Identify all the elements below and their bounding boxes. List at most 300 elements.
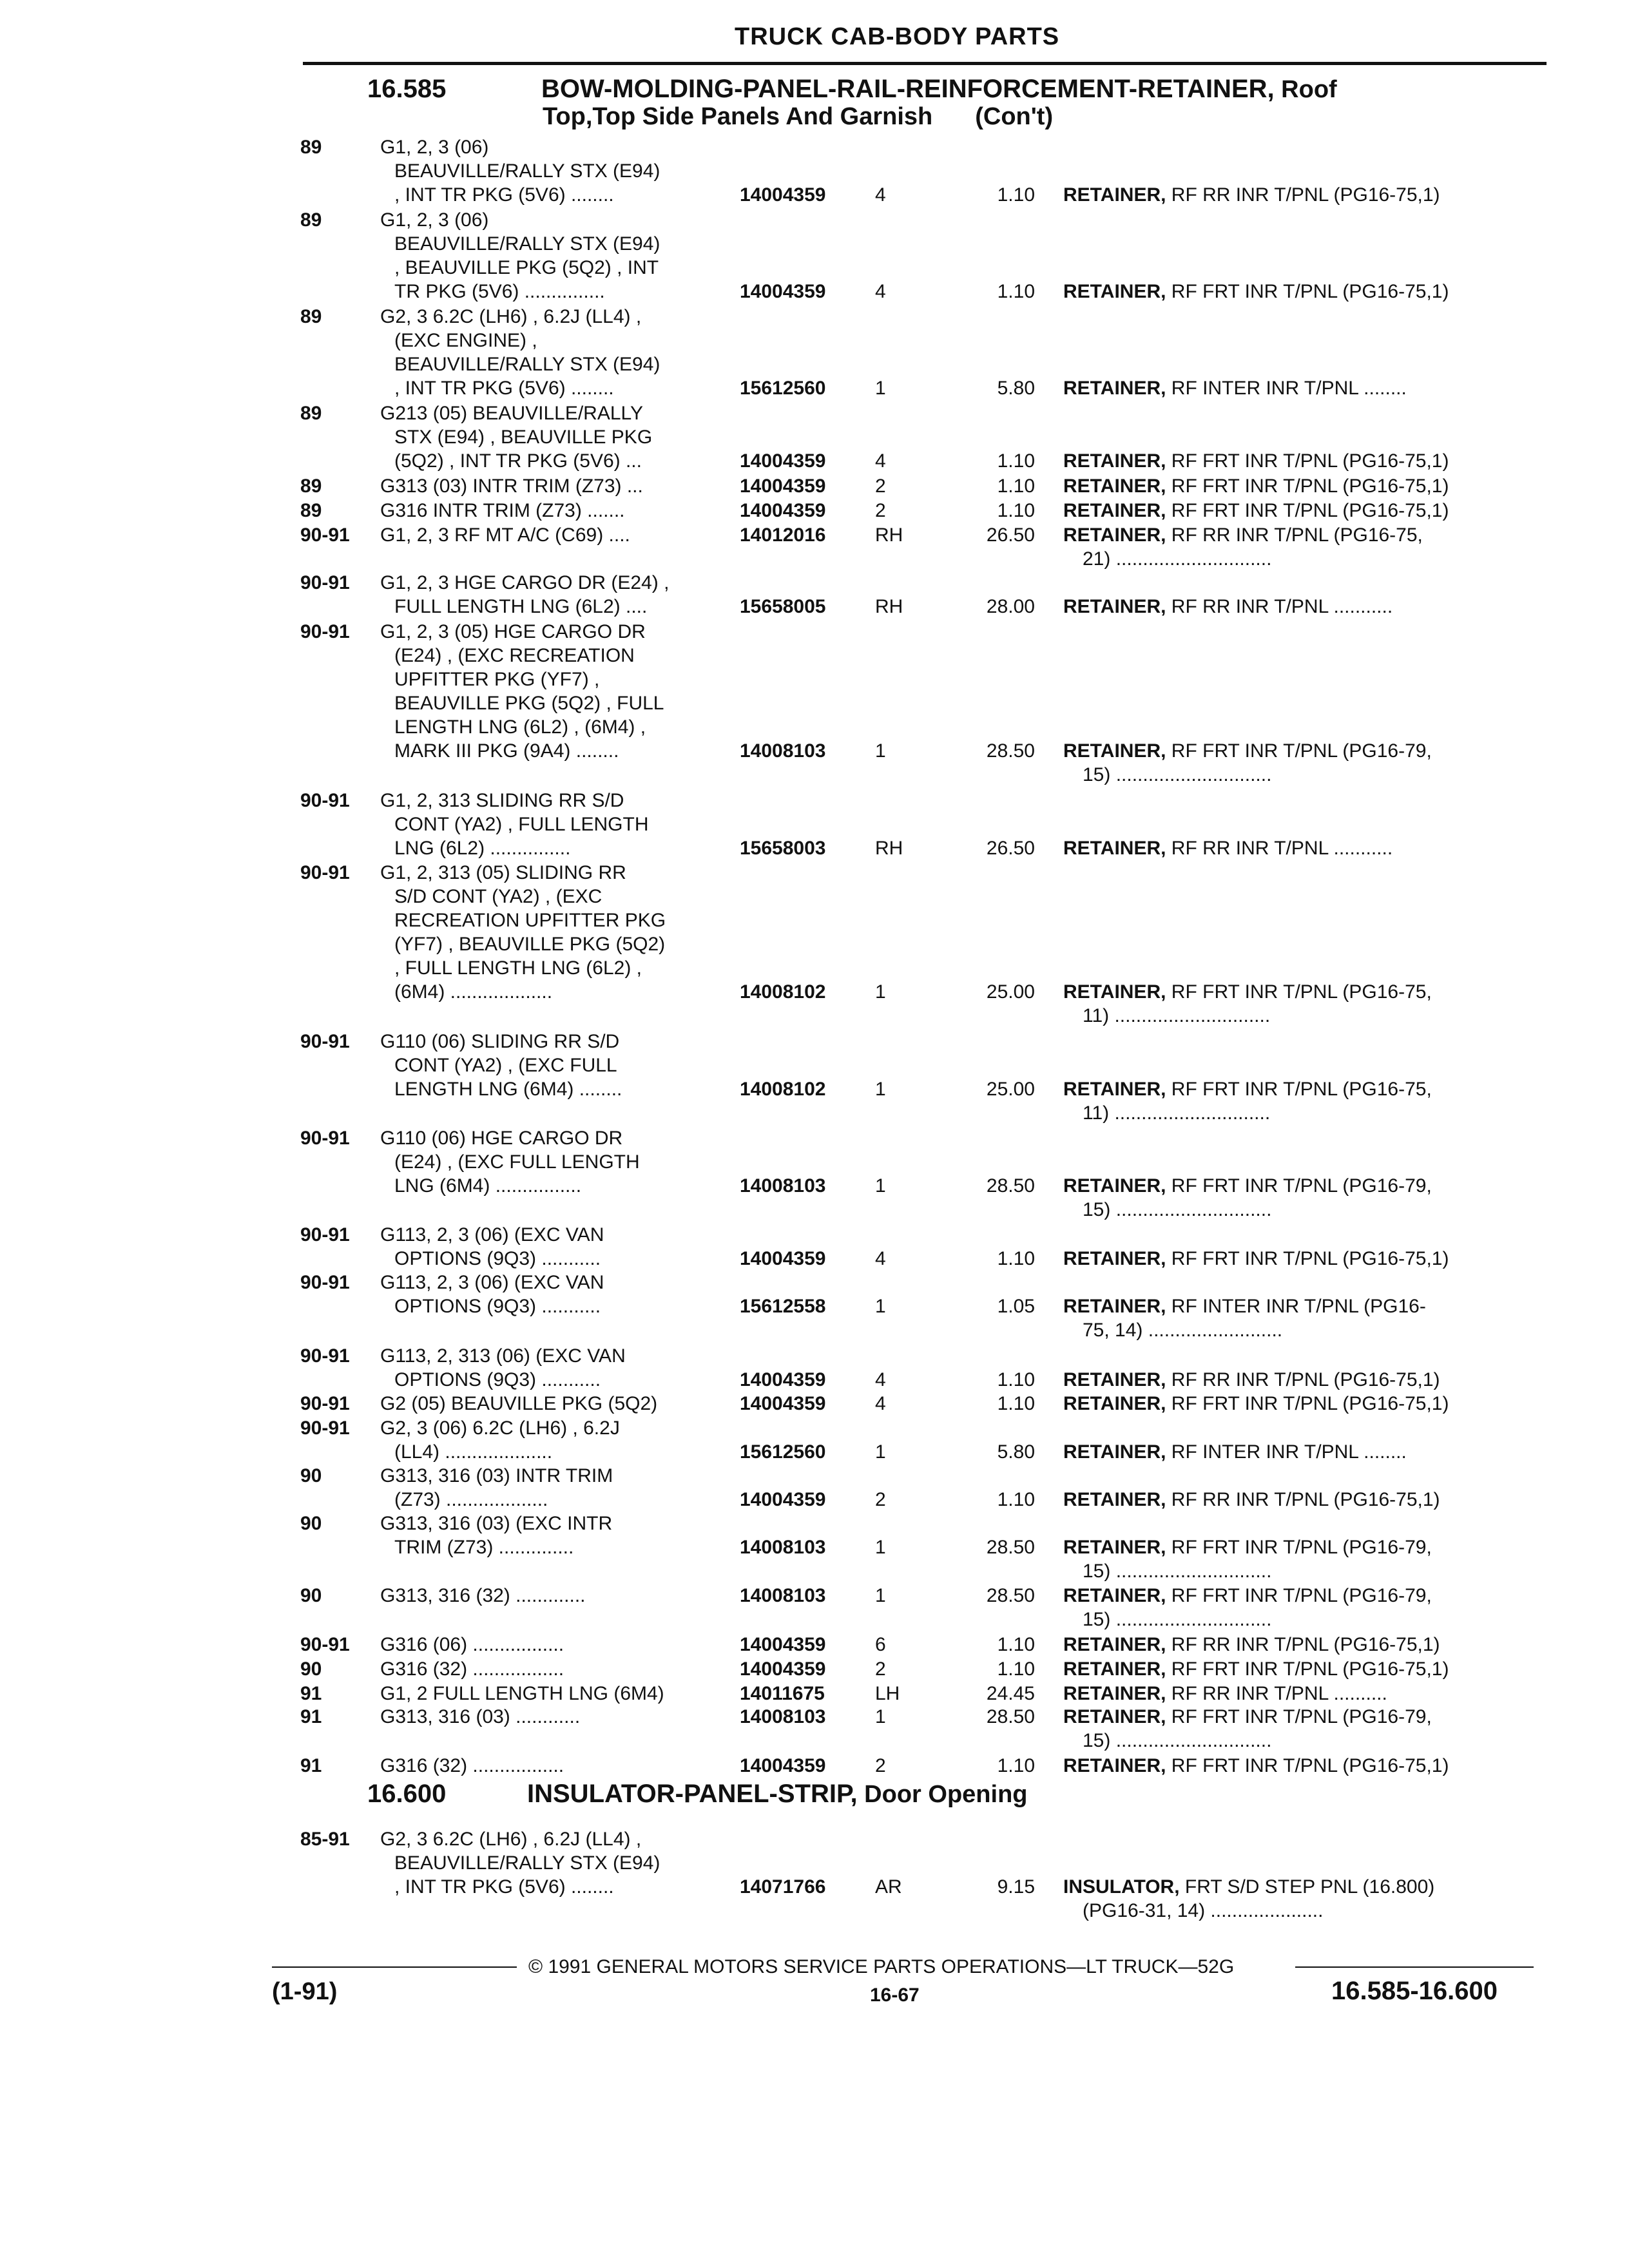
application-line: G1, 2, 3 (06) [380,137,489,158]
quantity: RH [875,596,903,617]
continued-label: (Con't) [975,103,1054,130]
application [380,1633,728,1657]
description-line [1063,499,1540,523]
quantity: 1 [875,1296,886,1317]
description-text: RF RR INR T/PNL (PG16-75,1) [1166,1634,1440,1655]
application-line: G1, 2, 3 RF MT A/C (C69) .... [380,524,630,546]
price: 28.50 [986,1706,1035,1727]
description-line: 11) ............................. [1083,1005,1271,1026]
part-number: 14008103 [740,1706,826,1727]
description-line: 15) ............................. [1083,1199,1272,1220]
application [380,861,728,1004]
description-line [1063,1294,1540,1318]
price: 9.15 [997,1876,1035,1898]
model-year: 91 [300,1706,322,1727]
application-line: G1, 2 FULL LENGTH LNG (6M4) [380,1683,664,1704]
description-text: RF FRT INR T/PNL (PG16-79, [1166,1537,1432,1558]
quantity: 1 [875,1175,886,1196]
description-line: 15) ............................. [1083,1561,1272,1582]
description-line [1063,1875,1540,1899]
model-year: 90-91 [300,1345,350,1367]
part-number: 14004359 [740,281,826,302]
description-keyword: RETAINER, [1063,1369,1166,1390]
part-description [1063,474,1540,498]
quantity: 2 [875,500,886,521]
part-number: 14008103 [740,1175,826,1196]
quantity: AR [875,1876,902,1898]
description-text: RF INTER INR T/PNL ........ [1166,378,1407,399]
description-text: RF FRT INR T/PNL (PG16-79, [1166,740,1432,762]
description-text: RF FRT INR T/PNL (PG16-75,1) [1166,1248,1449,1269]
part-number: 15612560 [740,378,826,399]
application-line: S/D CONT (YA2) , (EXC [394,886,602,907]
application-line: UPFITTER PKG (YF7) , [394,669,600,690]
description-keyword: RETAINER, [1063,1248,1166,1269]
description-line [1063,1754,1540,1778]
application [380,1705,728,1729]
section-number: 16.600 [367,1780,447,1808]
quantity: 1 [875,981,886,1003]
description-text: RF FRT INR T/PNL (PG16-75, [1166,1079,1432,1100]
part-number: 14004359 [740,500,826,521]
model-year: 90 [300,1513,322,1534]
application-line: G313, 316 (03) INTR TRIM [380,1465,613,1486]
application-line: G113, 2, 3 (06) (EXC VAN [380,1272,604,1293]
application-line: BEAUVILLE/RALLY STX (E94) [394,1852,660,1874]
part-number: 14071766 [740,1876,826,1898]
part-number: 14008103 [740,1585,826,1606]
description-line [1063,1488,1540,1512]
quantity: RH [875,524,903,546]
application-line: (E24) , (EXC RECREATION [394,645,635,666]
description-keyword: RETAINER, [1063,1658,1166,1680]
application-line: G313, 316 (32) ............. [380,1585,586,1606]
section-header-16-600 [367,1780,1028,1809]
part-description [1063,1705,1540,1753]
application-line: G313, 316 (03) ............ [380,1706,581,1727]
application-line: G313 (03) INTR TRIM (Z73) ... [380,476,643,497]
part-number: 14008102 [740,981,826,1003]
footer-rule-right [1295,1966,1534,1968]
section-number: 16.585 [367,75,447,103]
description-line [1063,1077,1540,1101]
application [380,1030,728,1101]
price: 1.10 [997,1369,1035,1390]
description-text: RF INTER INR T/PNL (PG16- [1166,1296,1426,1317]
description-keyword: RETAINER, [1063,524,1166,546]
section-name: INSULATOR-PANEL-STRIP, [527,1780,858,1808]
description-line: 15) ............................. [1083,1730,1272,1751]
application-line: OPTIONS (9Q3) ........... [394,1248,601,1269]
part-number: 14004359 [740,184,826,206]
description-text: RF INTER INR T/PNL ........ [1166,1441,1407,1463]
application-line: CONT (YA2) , (EXC FULL [394,1055,617,1076]
application [380,1223,728,1271]
description-text: RF FRT INR T/PNL (PG16-75,1) [1166,281,1449,302]
application [380,499,728,523]
description-line: 21) ............................. [1083,548,1272,570]
application-line: , BEAUVILLE PKG (5Q2) , INT [394,257,659,278]
application [380,1584,728,1608]
application-line: (5Q2) , INT TR PKG (5V6) ... [394,450,642,472]
application-line: G110 (06) SLIDING RR S/D [380,1031,620,1052]
model-year: 90-91 [300,1418,350,1439]
price: 1.05 [997,1296,1035,1317]
application [380,1512,728,1559]
part-number: 14004359 [740,1393,826,1414]
description-keyword: RETAINER, [1063,1296,1166,1317]
description-keyword: RETAINER, [1063,1585,1166,1606]
description-keyword: INSULATOR, [1063,1876,1180,1898]
application-line: BEAUVILLE/RALLY STX (E94) [394,160,660,182]
part-number: 14004359 [740,1489,826,1510]
part-number: 14004359 [740,1248,826,1269]
description-text: RF FRT INR T/PNL (PG16-75,1) [1166,1755,1449,1776]
model-year: 89 [300,476,322,497]
description-text: RF FRT INR T/PNL (PG16-75,1) [1166,450,1449,472]
footer-section-range: 16.585-16.600 [1331,1977,1498,2005]
part-description [1063,1657,1540,1681]
model-year: 90-91 [300,621,350,642]
price: 25.00 [986,1079,1035,1100]
description-keyword: RETAINER, [1063,596,1166,617]
application-line: G113, 2, 3 (06) (EXC VAN [380,1224,604,1245]
description-line [1063,1535,1540,1559]
application-line: G316 INTR TRIM (Z73) ....... [380,500,625,521]
part-description [1063,449,1540,473]
price: 1.10 [997,500,1035,521]
description-keyword: RETAINER, [1063,476,1166,497]
page-title: TRUCK CAB-BODY PARTS [735,23,1060,50]
application-line: , INT TR PKG (5V6) ........ [394,378,614,399]
application-line: (6M4) ................... [394,981,553,1003]
model-year: 90-91 [300,862,350,883]
part-number: 14004359 [740,1634,826,1655]
description-text: RF FRT INR T/PNL (PG16-75,1) [1166,1393,1449,1414]
model-year: 90-91 [300,1031,350,1052]
application-line: G1, 2, 313 (05) SLIDING RR [380,862,626,883]
application [380,1416,728,1464]
price: 5.80 [997,378,1035,399]
footer-date: (1-91) [272,1978,338,2005]
application-line: RECREATION UPFITTER PKG [394,910,666,931]
model-year: 90-91 [300,524,350,546]
description-keyword: RETAINER, [1063,1706,1166,1727]
description-keyword: RETAINER, [1063,378,1166,399]
application-line: G110 (06) HGE CARGO DR [380,1128,623,1149]
description-line: (PG16-31, 14) ..................... [1083,1900,1324,1921]
description-keyword: RETAINER, [1063,184,1166,206]
model-year: 90-91 [300,1272,350,1293]
part-description [1063,595,1540,619]
application-line: OPTIONS (9Q3) ........... [394,1296,601,1317]
part-description [1063,1392,1540,1416]
quantity: 1 [875,1585,886,1606]
description-text: RF FRT INR T/PNL (PG16-75,1) [1166,1658,1449,1680]
part-description [1063,1247,1540,1271]
quantity: 4 [875,450,886,472]
application [380,1682,728,1706]
price: 1.10 [997,281,1035,302]
description-keyword: RETAINER, [1063,1537,1166,1558]
application-line: TRIM (Z73) .............. [394,1537,574,1558]
quantity: 2 [875,1658,886,1680]
part-number: 15658003 [740,838,826,859]
section-desc: Roof [1274,76,1337,103]
description-text: RF FRT INR T/PNL (PG16-79, [1166,1706,1432,1727]
part-description [1063,1294,1540,1342]
description-line: 15) ............................. [1083,764,1272,785]
application-line: STX (E94) , BEAUVILLE PKG [394,427,653,448]
description-text: RF RR INR T/PNL .......... [1166,1683,1387,1704]
description-line [1063,836,1540,860]
description-keyword: RETAINER, [1063,281,1166,302]
description-line [1063,1368,1540,1392]
part-number: 14004359 [740,1369,826,1390]
price: 1.10 [997,1489,1035,1510]
description-line [1063,376,1540,400]
description-keyword: RETAINER, [1063,1489,1166,1510]
application-line: G2, 3 6.2C (LH6) , 6.2J (LL4) , [380,1829,642,1850]
model-year: 90-91 [300,1393,350,1414]
application-line: G1, 2, 3 (06) [380,209,489,231]
quantity: 1 [875,1079,886,1100]
model-year: 85-91 [300,1829,350,1850]
description-keyword: RETAINER, [1063,1755,1166,1776]
application [380,1464,728,1512]
part-description [1063,1754,1540,1778]
description-keyword: RETAINER, [1063,1634,1166,1655]
model-year: 90 [300,1585,322,1606]
model-year: 90-91 [300,790,350,811]
part-number: 14008103 [740,740,826,762]
price: 1.10 [997,1248,1035,1269]
quantity: 4 [875,1393,886,1414]
description-line [1063,1584,1540,1608]
price: 28.00 [986,596,1035,617]
part-description [1063,1875,1540,1923]
description-text: RF RR INR T/PNL (PG16-75, [1166,524,1423,546]
description-line [1063,1440,1540,1464]
quantity: 2 [875,1755,886,1776]
price: 5.80 [997,1441,1035,1463]
application-line: BEAUVILLE/RALLY STX (E94) [394,354,660,375]
description-line [1063,183,1540,207]
price: 1.10 [997,476,1035,497]
application-line: TR PKG (5V6) ............... [394,281,605,302]
model-year: 89 [300,500,322,521]
application [380,620,728,763]
application [380,1754,728,1778]
section-desc: Door Opening [857,1781,1028,1808]
part-description [1063,1535,1540,1583]
description-line: 11) ............................. [1083,1102,1271,1124]
part-description [1063,1584,1540,1631]
part-description [1063,376,1540,400]
application-line: LENGTH LNG (6L2) , (6M4) , [394,716,646,738]
description-keyword: RETAINER, [1063,838,1166,859]
description-line [1063,474,1540,498]
model-year: 90 [300,1465,322,1486]
part-description [1063,980,1540,1028]
application-line: FULL LENGTH LNG (6L2) .... [394,596,648,617]
description-keyword: RETAINER, [1063,1441,1166,1463]
application [380,1344,728,1392]
part-description [1063,1077,1540,1125]
application-line: , FULL LENGTH LNG (6L2) , [394,957,642,979]
model-year: 89 [300,306,322,327]
part-number: 14004359 [740,450,826,472]
quantity: 1 [875,740,886,762]
part-description [1063,280,1540,303]
description-keyword: RETAINER, [1063,1079,1166,1100]
application-line: (LL4) .................... [394,1441,553,1463]
part-number: 14008103 [740,1537,826,1558]
application [380,401,728,473]
application [380,1126,728,1198]
description-text: RF FRT INR T/PNL (PG16-75, [1166,981,1432,1003]
model-year: 89 [300,403,322,424]
description-text: RF FRT INR T/PNL (PG16-79, [1166,1585,1432,1606]
application [380,1271,728,1318]
description-keyword: RETAINER, [1063,1683,1166,1704]
description-line [1063,1657,1540,1681]
part-description [1063,739,1540,787]
footer-rule-left [272,1966,517,1968]
application-line: BEAUVILLE PKG (5Q2) , FULL [394,693,664,714]
application-line: G113, 2, 313 (06) (EXC VAN [380,1345,626,1367]
quantity: 6 [875,1634,886,1655]
description-keyword: RETAINER, [1063,500,1166,521]
application-line: BEAUVILLE/RALLY STX (E94) [394,233,660,255]
quantity: 4 [875,184,886,206]
part-number: 14004359 [740,476,826,497]
price: 1.10 [997,1393,1035,1414]
application-line: , INT TR PKG (5V6) ........ [394,184,614,206]
application-line: G1, 2, 3 HGE CARGO DR (E24) , [380,572,670,593]
description-line [1063,595,1540,619]
part-number: 14004359 [740,1658,826,1680]
description-line [1063,739,1540,763]
application-line: OPTIONS (9Q3) ........... [394,1369,601,1390]
quantity: 2 [875,476,886,497]
description-line [1063,980,1540,1004]
application [380,1657,728,1681]
price: 1.10 [997,1634,1035,1655]
quantity: 4 [875,1248,886,1269]
application-line: G1, 2, 313 SLIDING RR S/D [380,790,624,811]
description-line [1063,1682,1540,1706]
description-line [1063,1392,1540,1416]
application-line: (E24) , (EXC FULL LENGTH [394,1151,640,1173]
section-name: BOW-MOLDING-PANEL-RAIL-REINFORCEMENT-RETAINER, [541,75,1275,103]
model-year: 89 [300,209,322,231]
price: 26.50 [986,838,1035,859]
part-number: 14008102 [740,1079,826,1100]
part-number: 14011675 [740,1683,825,1704]
part-description [1063,523,1540,571]
part-description [1063,1488,1540,1512]
description-line [1063,1174,1540,1198]
description-line [1063,1633,1540,1657]
model-year: 90 [300,1658,322,1680]
part-number: 15658005 [740,596,826,617]
description-text: FRT S/D STEP PNL (16.800) [1179,1876,1435,1898]
model-year: 90-91 [300,1128,350,1149]
quantity: RH [875,838,903,859]
part-description [1063,1633,1540,1657]
application-line: (YF7) , BEAUVILLE PKG (5Q2) [394,934,666,955]
application [380,1827,728,1899]
description-line: 75, 14) ......................... [1083,1320,1283,1341]
price: 28.50 [986,740,1035,762]
description-line [1063,1247,1540,1271]
footer-page-number: 16-67 [870,1984,920,2006]
part-description [1063,836,1540,860]
description-keyword: RETAINER, [1063,740,1166,762]
quantity: 4 [875,281,886,302]
model-year: 90-91 [300,572,350,593]
model-year: 89 [300,137,322,158]
application-line: LENGTH LNG (6M4) ........ [394,1079,622,1100]
quantity: 1 [875,378,886,399]
application [380,135,728,207]
price: 28.50 [986,1585,1035,1606]
description-text: RF FRT INR T/PNL (PG16-75,1) [1166,500,1449,521]
price: 1.10 [997,450,1035,472]
quantity: 2 [875,1489,886,1510]
part-description [1063,1682,1540,1706]
price: 28.50 [986,1537,1035,1558]
application [380,523,728,547]
part-description [1063,1368,1540,1392]
application-line: G2, 3 (06) 6.2C (LH6) , 6.2J [380,1418,620,1439]
application-line: MARK III PKG (9A4) ........ [394,740,619,762]
application-line: G1, 2, 3 (05) HGE CARGO DR [380,621,646,642]
model-year: 90-91 [300,1224,350,1245]
part-description [1063,499,1540,523]
quantity: 1 [875,1537,886,1558]
part-description [1063,1174,1540,1222]
price: 1.10 [997,1755,1035,1776]
description-keyword: RETAINER, [1063,450,1166,472]
application-line: G313, 316 (03) (EXC INTR [380,1513,613,1534]
application-line: G213 (05) BEAUVILLE/RALLY [380,403,643,424]
application-line: G2, 3 6.2C (LH6) , 6.2J (LL4) , [380,306,642,327]
description-text: RF FRT INR T/PNL (PG16-75,1) [1166,476,1449,497]
application-line: CONT (YA2) , FULL LENGTH [394,814,649,835]
part-number: 15612558 [740,1296,826,1317]
application-line: LNG (6L2) ............... [394,838,571,859]
application-line: G2 (05) BEAUVILLE PKG (5Q2) [380,1393,658,1414]
part-number: 14012016 [740,524,826,546]
quantity: 1 [875,1441,886,1463]
application [380,1392,728,1416]
application-line: LNG (6M4) ................ [394,1175,582,1196]
description-text: RF RR INR T/PNL ........... [1166,596,1393,617]
price: 1.10 [997,184,1035,206]
application-line: G316 (32) ................. [380,1755,564,1776]
description-text: RF RR INR T/PNL (PG16-75,1) [1166,184,1440,206]
price: 25.00 [986,981,1035,1003]
price: 26.50 [986,524,1035,546]
section-desc-line2: Top,Top Side Panels And Garnish [543,103,933,130]
description-text: RF FRT INR T/PNL (PG16-79, [1166,1175,1432,1196]
application [380,474,728,498]
footer-copyright: © 1991 GENERAL MOTORS SERVICE PARTS OPERATIONS—LT TRUCK—52G [528,1956,1235,1977]
model-year: 91 [300,1683,322,1704]
description-text: RF RR INR T/PNL ........... [1166,838,1393,859]
